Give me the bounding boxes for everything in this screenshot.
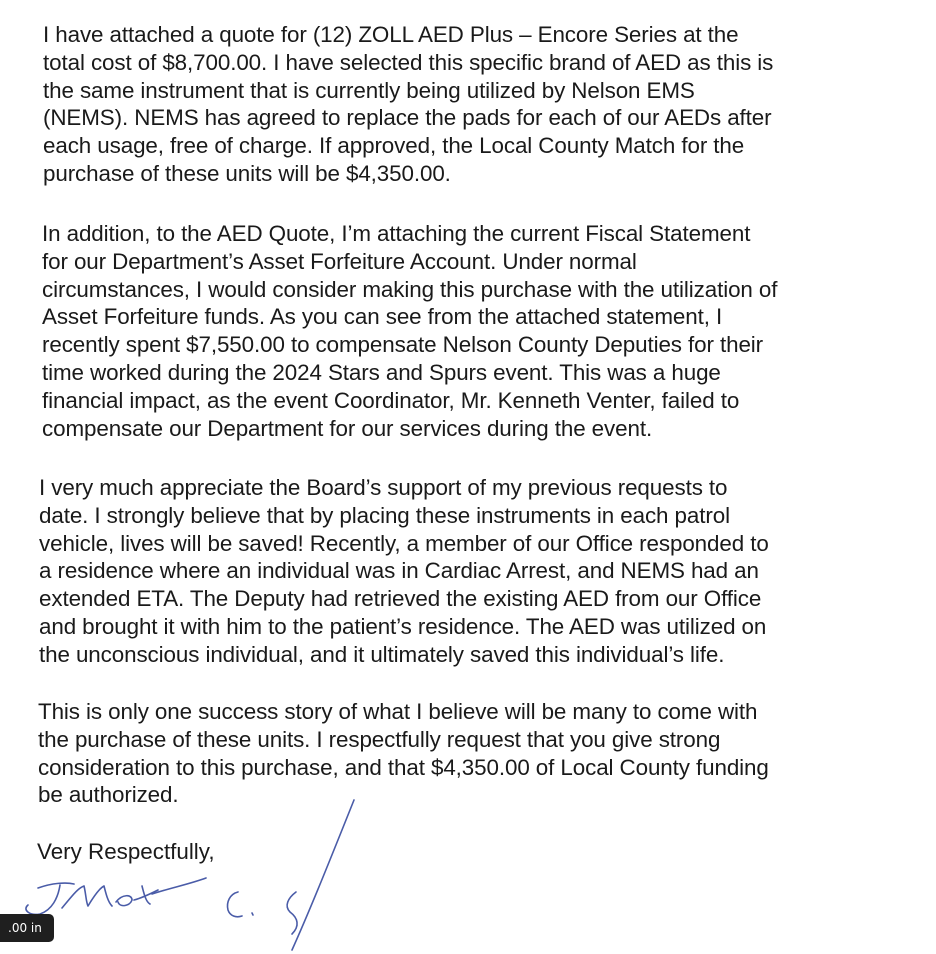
signature-stroke: [26, 883, 74, 914]
text-line: the purchase of these units. I respectfully request that you give strong: [38, 726, 721, 752]
signature-stroke: [287, 892, 297, 934]
text-line: This is only one success story of what I believe will be many to come with: [38, 699, 758, 724]
text-line: purchase of these units will be $4,350.00.: [43, 160, 451, 186]
paragraph-aed-quote: [43, 21, 773, 188]
text-line: for our Department’s Asset Forfeiture Account. Under normal: [42, 248, 637, 274]
text-line: extended ETA. The Deputy had retrieved the existing AED from our Office: [39, 586, 762, 612]
signature-stroke: [292, 800, 354, 950]
paragraph-asset-forfeiture: [42, 220, 777, 442]
zoom-indicator-badge[interactable]: .00 in: [0, 914, 54, 942]
closing-salutation: Very Respectfully,: [37, 839, 215, 864]
text-line: the same instrument that is currently being utilized by Nelson EMS: [43, 77, 695, 103]
text-line: (NEMS). NEMS has agreed to replace the pads for each of our AEDs after: [43, 105, 772, 131]
text-line: vehicle, lives will be saved! Recently, a member of our Office responded to: [39, 530, 769, 556]
text-line: I very much appreciate the Board’s support of my previous requests to: [39, 475, 728, 500]
text-line: and brought it with him to the patient’s residence. The AED was utilized on: [39, 613, 767, 639]
signature-stroke: [252, 913, 253, 915]
text-line: recently spent $7,550.00 to compensate Nelson County Deputies for their: [42, 332, 764, 358]
signature-stroke: [152, 878, 206, 894]
text-line: date. I strongly believe that by placing these instruments in each patrol: [39, 502, 730, 528]
handwritten-signature: [0, 790, 400, 954]
text-line: the unconscious individual, and it ultimately saved this individual’s life.: [39, 641, 725, 667]
signature-stroke: [116, 886, 158, 906]
text-line: compensate our Department for our services during the event.: [42, 415, 653, 441]
text-line: I have attached a quote for (12) ZOLL AED Plus – Encore Series at the: [43, 22, 739, 47]
text-line: Asset Forfeiture funds. As you can see from the attached statement, I: [42, 304, 723, 330]
paragraph-board-support: [39, 474, 769, 669]
text-line: time worked during the 2024 Stars and Spurs event. This was a huge: [42, 359, 721, 385]
text-line: each usage, free of charge. If approved, the Local County Match for the: [43, 133, 745, 159]
signature-stroke: [62, 886, 112, 908]
text-line: consideration to this purchase, and that $4,350.00 of Local County funding: [38, 754, 769, 780]
text-line: circumstances, I would consider making this purchase with the utilization of: [42, 276, 778, 302]
text-line: financial impact, as the event Coordinator, Mr. Kenneth Venter, failed to: [42, 387, 740, 413]
text-line: be authorized.: [38, 782, 179, 808]
signature-stroke: [227, 892, 242, 917]
text-line: total cost of $8,700.00. I have selected this specific brand of AED as this is: [43, 49, 774, 75]
text-line: In addition, to the AED Quote, I’m attaching the current Fiscal Statement: [42, 221, 751, 246]
text-line: a residence where an individual was in Cardiac Arrest, and NEMS had an: [39, 558, 759, 584]
